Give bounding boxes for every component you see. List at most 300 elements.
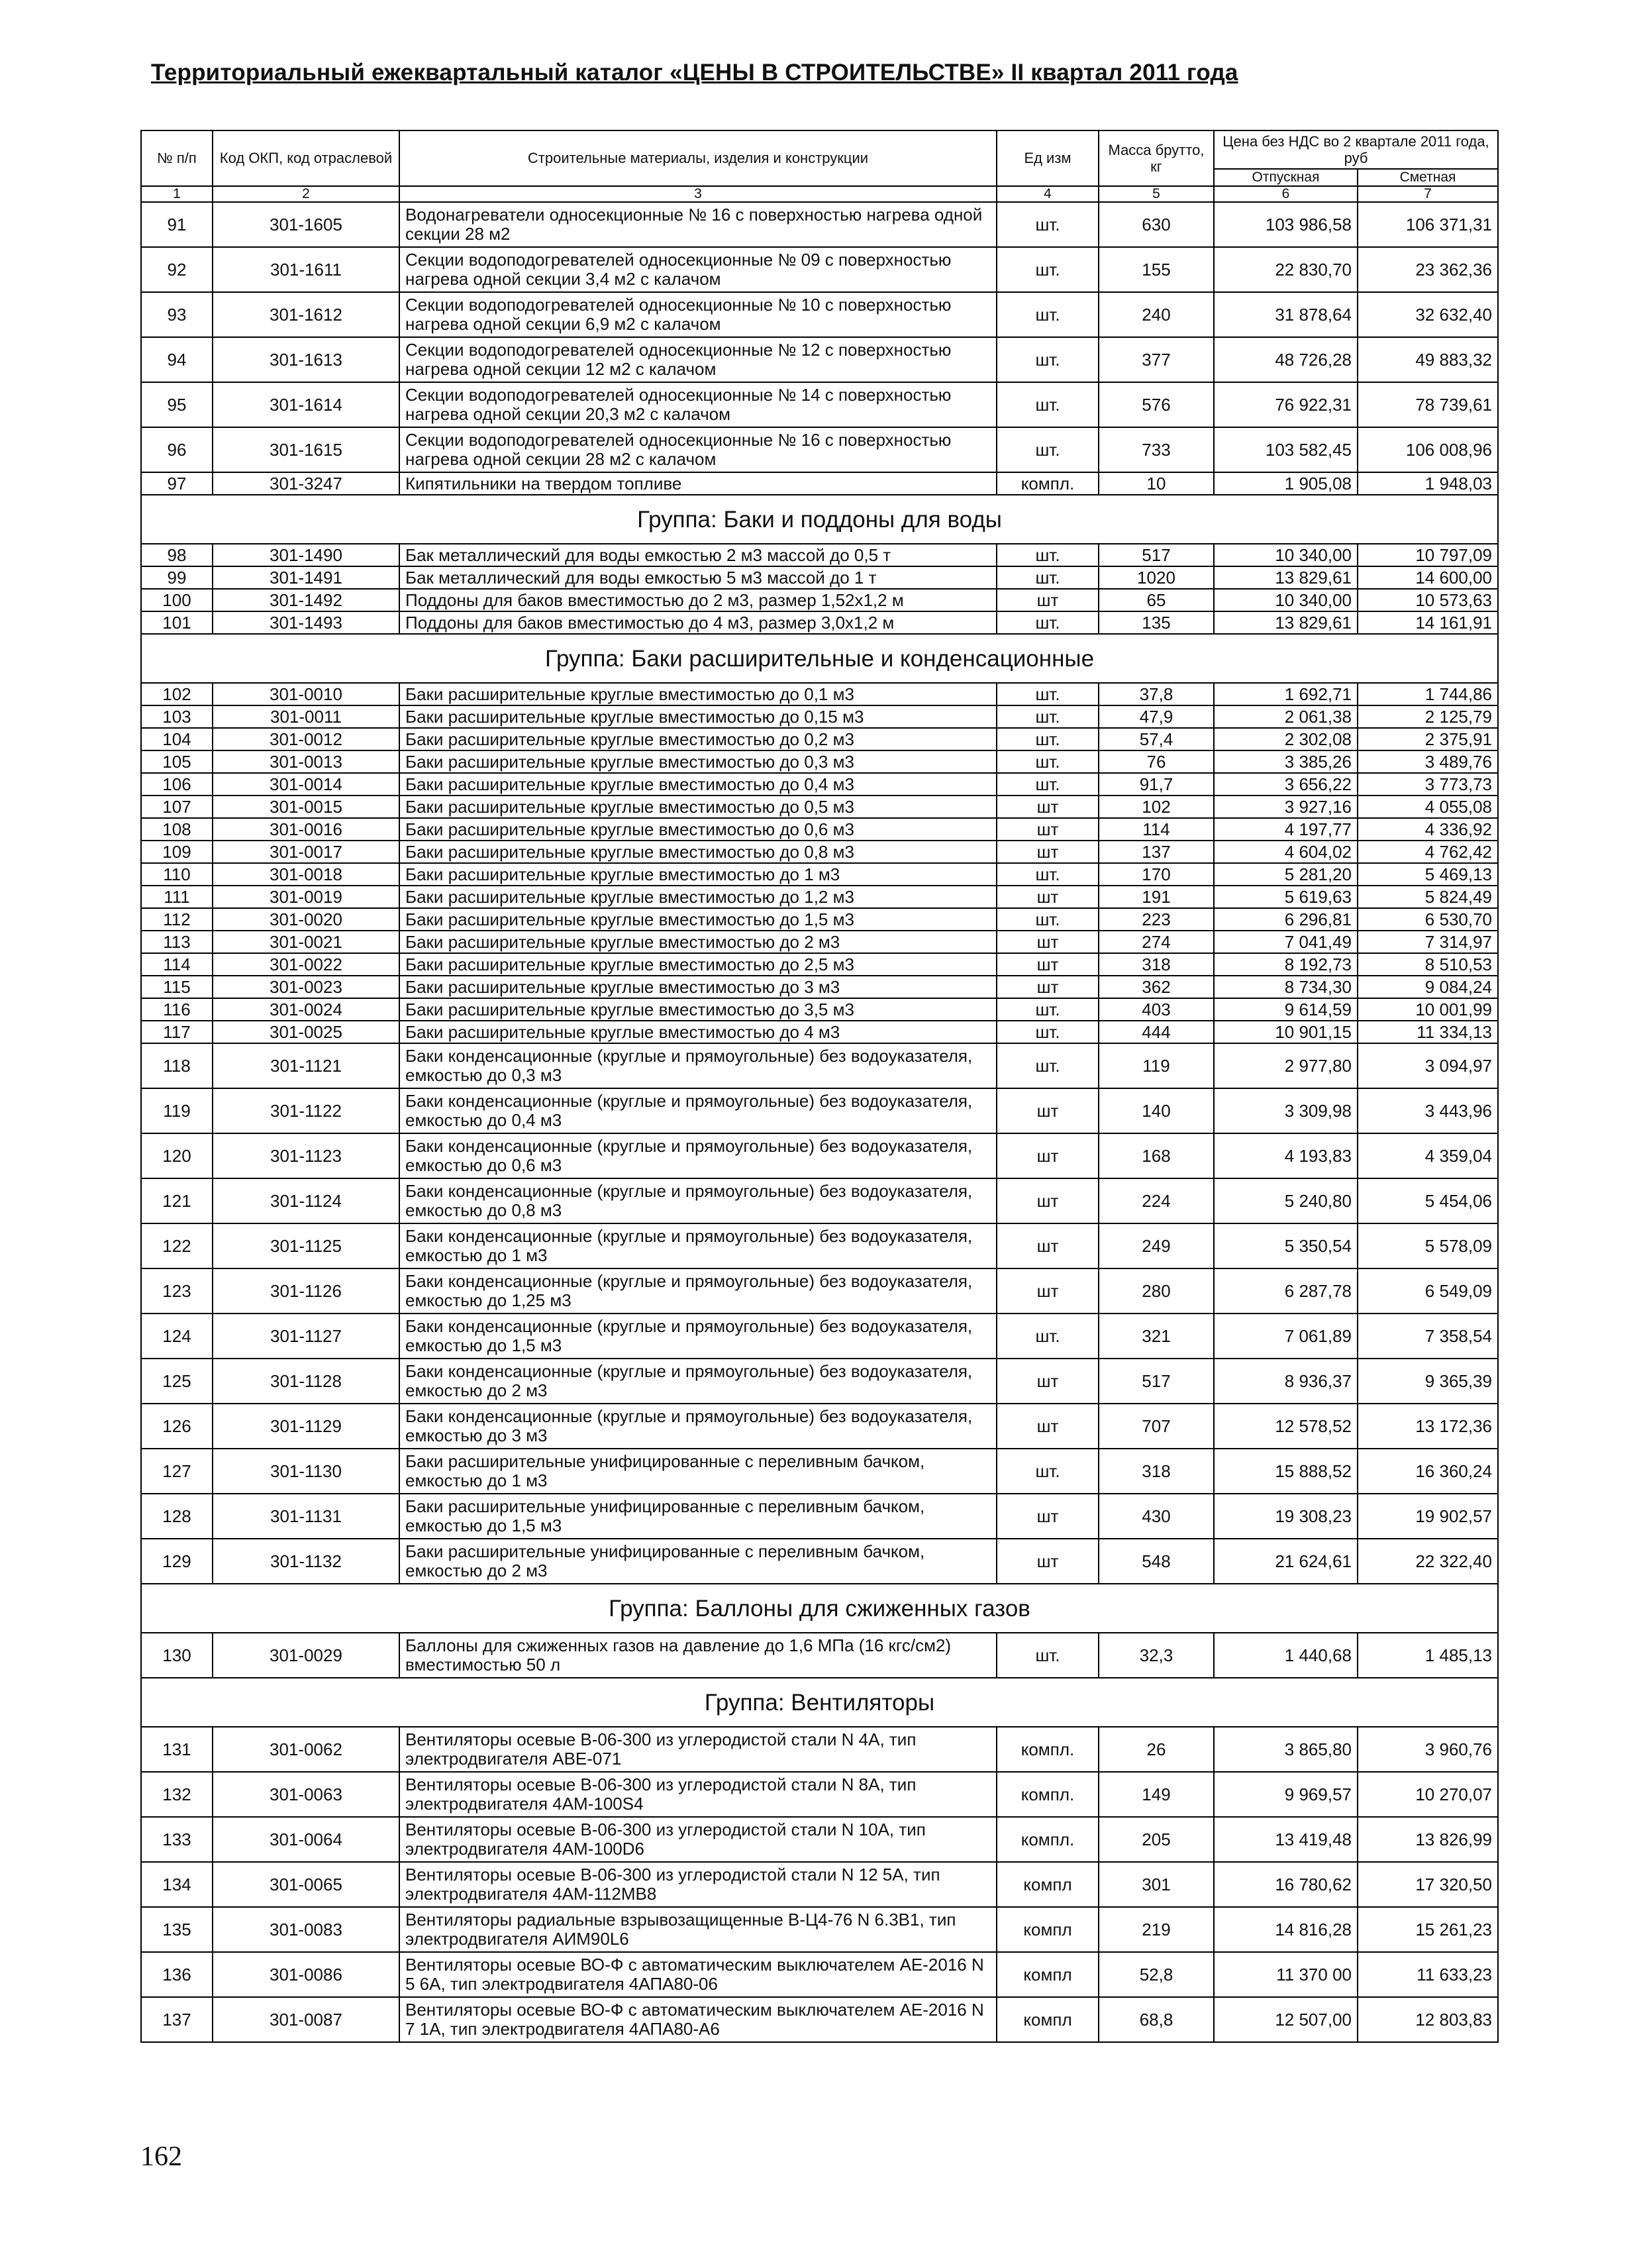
gross-mass: 102 (1099, 796, 1214, 818)
header-mass: Масса брутто, кг (1099, 130, 1214, 186)
price-release: 2 061,38 (1214, 705, 1358, 728)
column-number: 7 (1358, 186, 1498, 202)
row-number: 131 (141, 1727, 213, 1772)
okp-code: 301-1612 (213, 292, 399, 337)
unit-of-measure: шт. (997, 998, 1099, 1021)
item-name: Баки расширительные круглые вместимостью до 0,5 м3 (399, 796, 997, 818)
item-name: Баки расширительные круглые вместимостью до 2 м3 (399, 931, 997, 953)
item-name: Баллоны для сжиженных газов на давление до 1,6 МПа (16 кгс/см2) вместимостью 50 л (399, 1633, 997, 1678)
row-number: 101 (141, 611, 213, 634)
row-number: 112 (141, 908, 213, 931)
gross-mass: 1020 (1099, 566, 1214, 589)
row-number: 119 (141, 1088, 213, 1133)
price-release: 1 905,08 (1214, 472, 1358, 495)
price-estimate: 10 797,09 (1358, 544, 1498, 566)
price-estimate: 10 573,63 (1358, 589, 1498, 611)
okp-code: 301-1130 (213, 1449, 399, 1494)
price-estimate: 2 125,79 (1358, 705, 1498, 728)
price-release: 13 829,61 (1214, 566, 1358, 589)
row-number: 111 (141, 886, 213, 908)
row-number: 122 (141, 1223, 213, 1268)
group-header-row (141, 495, 1498, 544)
table-row (141, 1449, 1498, 1494)
item-name: Баки расширительные унифицированные с переливным бачком, емкостью до 2 м3 (399, 1539, 997, 1584)
okp-code: 301-1493 (213, 611, 399, 634)
table-row (141, 1133, 1498, 1178)
gross-mass: 548 (1099, 1539, 1214, 1584)
item-name: Баки конденсационные (круглые и прямоугольные) без водоуказателя, емкостью до 0,4 м3 (399, 1088, 997, 1133)
item-name: Баки расширительные круглые вместимостью до 1 м3 (399, 863, 997, 886)
price-release: 21 624,61 (1214, 1539, 1358, 1584)
row-number: 102 (141, 683, 213, 705)
price-release: 1 440,68 (1214, 1633, 1358, 1678)
item-name: Баки расширительные круглые вместимостью до 0,15 м3 (399, 705, 997, 728)
unit-of-measure: компл. (997, 1727, 1099, 1772)
gross-mass: 733 (1099, 427, 1214, 472)
okp-code: 301-1125 (213, 1223, 399, 1268)
item-name: Баки расширительные круглые вместимостью до 0,3 м3 (399, 750, 997, 773)
price-estimate: 1 744,86 (1358, 683, 1498, 705)
unit-of-measure: шт (997, 976, 1099, 998)
price-estimate: 32 632,40 (1358, 292, 1498, 337)
header-name: Строительные материалы, изделия и конструкции (399, 130, 997, 186)
unit-of-measure: компл. (997, 472, 1099, 495)
item-name: Баки расширительные круглые вместимостью до 0,8 м3 (399, 841, 997, 863)
gross-mass: 10 (1099, 472, 1214, 495)
item-name: Вентиляторы осевые ВО-Ф с автоматическим выключателем АЕ-2016 N 7 1А, тип электродвигателя 4АПА80-А6 (399, 1997, 997, 2042)
price-estimate: 23 362,36 (1358, 247, 1498, 292)
okp-code: 301-3247 (213, 472, 399, 495)
row-number: 120 (141, 1133, 213, 1178)
table-row (141, 1633, 1498, 1678)
unit-of-measure: шт. (997, 773, 1099, 796)
price-release: 3 927,16 (1214, 796, 1358, 818)
price-release: 9 969,57 (1214, 1772, 1358, 1817)
gross-mass: 318 (1099, 953, 1214, 976)
okp-code: 301-0014 (213, 773, 399, 796)
okp-code: 301-0024 (213, 998, 399, 1021)
gross-mass: 224 (1099, 1178, 1214, 1223)
price-release: 6 296,81 (1214, 908, 1358, 931)
header-price-group: Цена без НДС во 2 квартале 2011 года, руб (1214, 130, 1498, 169)
table-row (141, 1404, 1498, 1449)
price-release: 2 302,08 (1214, 728, 1358, 750)
row-number: 109 (141, 841, 213, 863)
price-release: 1 692,71 (1214, 683, 1358, 705)
table-row (141, 1021, 1498, 1043)
okp-code: 301-0023 (213, 976, 399, 998)
gross-mass: 170 (1099, 863, 1214, 886)
gross-mass: 155 (1099, 247, 1214, 292)
gross-mass: 280 (1099, 1268, 1214, 1314)
gross-mass: 137 (1099, 841, 1214, 863)
price-estimate: 19 902,57 (1358, 1494, 1498, 1539)
item-name: Поддоны для баков вместимостью до 2 м3, размер 1,52х1,2 м (399, 589, 997, 611)
table-row (141, 728, 1498, 750)
table-row (141, 931, 1498, 953)
table-row (141, 1088, 1498, 1133)
unit-of-measure: шт. (997, 1449, 1099, 1494)
gross-mass: 52,8 (1099, 1952, 1214, 1997)
price-catalog-table (140, 130, 1499, 2043)
item-name: Баки конденсационные (круглые и прямоугольные) без водоуказателя, емкостью до 2 м3 (399, 1359, 997, 1404)
unit-of-measure: компл (997, 1862, 1099, 1907)
row-number: 113 (141, 931, 213, 953)
okp-code: 301-0019 (213, 886, 399, 908)
unit-of-measure: шт. (997, 750, 1099, 773)
price-release: 10 340,00 (1214, 589, 1358, 611)
row-number: 134 (141, 1862, 213, 1907)
column-number: 2 (213, 186, 399, 202)
price-estimate: 9 365,39 (1358, 1359, 1498, 1404)
item-name: Вентиляторы осевые ВО-Ф с автоматическим выключателем АЕ-2016 N 5 6А, тип электродвигателя 4АПА80-06 (399, 1952, 997, 1997)
unit-of-measure: шт. (997, 1314, 1099, 1359)
okp-code: 301-0017 (213, 841, 399, 863)
gross-mass: 149 (1099, 1772, 1214, 1817)
table-row (141, 427, 1498, 472)
gross-mass: 191 (1099, 886, 1214, 908)
row-number: 136 (141, 1952, 213, 1997)
table-row (141, 1862, 1498, 1907)
gross-mass: 240 (1099, 292, 1214, 337)
okp-code: 301-0086 (213, 1952, 399, 1997)
gross-mass: 91,7 (1099, 773, 1214, 796)
gross-mass: 140 (1099, 1088, 1214, 1133)
row-number: 95 (141, 382, 213, 427)
item-name: Баки конденсационные (круглые и прямоугольные) без водоуказателя, емкостью до 3 м3 (399, 1404, 997, 1449)
header-code: Код ОКП, код отраслевой (213, 130, 399, 186)
okp-code: 301-0025 (213, 1021, 399, 1043)
item-name: Секции водоподогревателей односекционные № 16 с поверхностью нагрева одной секции 28 м2 с калачом (399, 427, 997, 472)
gross-mass: 223 (1099, 908, 1214, 931)
table-row (141, 1494, 1498, 1539)
table-row (141, 773, 1498, 796)
gross-mass: 57,4 (1099, 728, 1214, 750)
gross-mass: 65 (1099, 589, 1214, 611)
unit-of-measure: шт (997, 589, 1099, 611)
table-row (141, 1223, 1498, 1268)
table-row (141, 1817, 1498, 1862)
table-row (141, 472, 1498, 495)
unit-of-measure: шт (997, 818, 1099, 841)
price-release: 5 281,20 (1214, 863, 1358, 886)
row-number: 135 (141, 1907, 213, 1952)
okp-code: 301-0063 (213, 1772, 399, 1817)
okp-code: 301-1127 (213, 1314, 399, 1359)
unit-of-measure: шт (997, 841, 1099, 863)
table-row (141, 292, 1498, 337)
price-estimate: 106 371,31 (1358, 202, 1498, 247)
table-row (141, 382, 1498, 427)
gross-mass: 403 (1099, 998, 1214, 1021)
item-name: Баки расширительные круглые вместимостью до 0,6 м3 (399, 818, 997, 841)
price-estimate: 49 883,32 (1358, 337, 1498, 382)
gross-mass: 517 (1099, 544, 1214, 566)
item-name: Бак металлический для воды емкостью 2 м3 массой до 0,5 т (399, 544, 997, 566)
okp-code: 301-1490 (213, 544, 399, 566)
row-number: 121 (141, 1178, 213, 1223)
okp-code: 301-1615 (213, 427, 399, 472)
item-name: Баки расширительные унифицированные с переливным бачком, емкостью до 1,5 м3 (399, 1494, 997, 1539)
price-estimate: 13 826,99 (1358, 1817, 1498, 1862)
unit-of-measure: шт (997, 1268, 1099, 1314)
price-estimate: 3 489,76 (1358, 750, 1498, 773)
unit-of-measure: шт. (997, 728, 1099, 750)
unit-of-measure: компл. (997, 1817, 1099, 1862)
item-name: Баки расширительные круглые вместимостью до 4 м3 (399, 1021, 997, 1043)
unit-of-measure: шт. (997, 566, 1099, 589)
okp-code: 301-0013 (213, 750, 399, 773)
table-row (141, 566, 1498, 589)
item-name: Вентиляторы осевые В-06-300 из углеродистой стали N 10А, тип электродвигателя 4АМ-100D6 (399, 1817, 997, 1862)
row-number: 116 (141, 998, 213, 1021)
table-row (141, 976, 1498, 998)
unit-of-measure: компл (997, 1997, 1099, 2042)
gross-mass: 430 (1099, 1494, 1214, 1539)
group-title: Группа: Баки расширительные и конденсационные (141, 634, 1498, 683)
row-number: 124 (141, 1314, 213, 1359)
row-number: 137 (141, 1997, 213, 2042)
item-name: Баки расширительные круглые вместимостью до 3,5 м3 (399, 998, 997, 1021)
price-release: 5 619,63 (1214, 886, 1358, 908)
row-number: 107 (141, 796, 213, 818)
price-estimate: 16 360,24 (1358, 1449, 1498, 1494)
item-name: Баки расширительные круглые вместимостью до 2,5 м3 (399, 953, 997, 976)
price-release: 48 726,28 (1214, 337, 1358, 382)
gross-mass: 444 (1099, 1021, 1214, 1043)
column-number: 3 (399, 186, 997, 202)
gross-mass: 301 (1099, 1862, 1214, 1907)
item-name: Секции водоподогревателей односекционные № 09 с поверхностью нагрева одной секции 3,4 м2 с калачом (399, 247, 997, 292)
unit-of-measure: шт. (997, 427, 1099, 472)
okp-code: 301-0012 (213, 728, 399, 750)
column-number: 5 (1099, 186, 1214, 202)
item-name: Вентиляторы осевые В-06-300 из углеродистой стали N 12 5А, тип электродвигателя 4АМ-112МВ8 (399, 1862, 997, 1907)
okp-code: 301-0021 (213, 931, 399, 953)
okp-code: 301-1121 (213, 1043, 399, 1088)
unit-of-measure: шт (997, 1494, 1099, 1539)
price-release: 31 878,64 (1214, 292, 1358, 337)
unit-of-measure: шт. (997, 908, 1099, 931)
okp-code: 301-1614 (213, 382, 399, 427)
okp-code: 301-0087 (213, 1997, 399, 2042)
okp-code: 301-0010 (213, 683, 399, 705)
okp-code: 301-1131 (213, 1494, 399, 1539)
price-release: 6 287,78 (1214, 1268, 1358, 1314)
price-estimate: 14 161,91 (1358, 611, 1498, 634)
header-price-estimate: Сметная (1358, 169, 1498, 186)
table-row (141, 544, 1498, 566)
gross-mass: 630 (1099, 202, 1214, 247)
table-row (141, 1727, 1498, 1772)
gross-mass: 318 (1099, 1449, 1214, 1494)
row-number: 126 (141, 1404, 213, 1449)
price-estimate: 11 633,23 (1358, 1952, 1498, 1997)
okp-code: 301-1129 (213, 1404, 399, 1449)
table-row (141, 841, 1498, 863)
gross-mass: 249 (1099, 1223, 1214, 1268)
okp-code: 301-1613 (213, 337, 399, 382)
price-estimate: 7 358,54 (1358, 1314, 1498, 1359)
okp-code: 301-0062 (213, 1727, 399, 1772)
table-row (141, 1907, 1498, 1952)
group-title: Группа: Баки и поддоны для воды (141, 495, 1498, 544)
unit-of-measure: шт (997, 1178, 1099, 1223)
okp-code: 301-0064 (213, 1817, 399, 1862)
price-estimate: 6 549,09 (1358, 1268, 1498, 1314)
item-name: Секции водоподогревателей односекционные № 14 с поверхностью нагрева одной секции 20,3 м2 с калачом (399, 382, 997, 427)
table-row (141, 337, 1498, 382)
gross-mass: 68,8 (1099, 1997, 1214, 2042)
page-number: 162 (140, 2141, 182, 2172)
okp-code: 301-0029 (213, 1633, 399, 1678)
gross-mass: 32,3 (1099, 1633, 1214, 1678)
price-estimate: 4 336,92 (1358, 818, 1498, 841)
unit-of-measure: шт (997, 1359, 1099, 1404)
unit-of-measure: шт (997, 1133, 1099, 1178)
item-name: Баки расширительные круглые вместимостью до 0,2 м3 (399, 728, 997, 750)
item-name: Баки расширительные круглые вместимостью до 0,4 м3 (399, 773, 997, 796)
column-number: 1 (141, 186, 213, 202)
price-estimate: 78 739,61 (1358, 382, 1498, 427)
row-number: 96 (141, 427, 213, 472)
table-row (141, 1178, 1498, 1223)
price-estimate: 1 948,03 (1358, 472, 1498, 495)
price-estimate: 17 320,50 (1358, 1862, 1498, 1907)
price-release: 2 977,80 (1214, 1043, 1358, 1088)
okp-code: 301-1611 (213, 247, 399, 292)
price-release: 15 888,52 (1214, 1449, 1358, 1494)
price-estimate: 5 578,09 (1358, 1223, 1498, 1268)
price-release: 7 041,49 (1214, 931, 1358, 953)
row-number: 132 (141, 1772, 213, 1817)
okp-code: 301-0083 (213, 1907, 399, 1952)
row-number: 100 (141, 589, 213, 611)
price-estimate: 4 055,08 (1358, 796, 1498, 818)
price-release: 13 829,61 (1214, 611, 1358, 634)
item-name: Баки конденсационные (круглые и прямоугольные) без водоуказателя, емкостью до 1,5 м3 (399, 1314, 997, 1359)
gross-mass: 219 (1099, 1907, 1214, 1952)
price-release: 12 578,52 (1214, 1404, 1358, 1449)
price-release: 103 582,45 (1214, 427, 1358, 472)
unit-of-measure: шт (997, 1539, 1099, 1584)
okp-code: 301-1492 (213, 589, 399, 611)
price-estimate: 11 334,13 (1358, 1021, 1498, 1043)
price-release: 11 370 00 (1214, 1952, 1358, 1997)
row-number: 114 (141, 953, 213, 976)
unit-of-measure: шт. (997, 1043, 1099, 1088)
price-release: 3 309,98 (1214, 1088, 1358, 1133)
group-header-row (141, 1584, 1498, 1633)
unit-of-measure: шт. (997, 247, 1099, 292)
price-estimate: 13 172,36 (1358, 1404, 1498, 1449)
price-estimate: 5 824,49 (1358, 886, 1498, 908)
item-name: Секции водоподогревателей односекционные № 10 с поверхностью нагрева одной секции 6,9 м2 с калачом (399, 292, 997, 337)
table-row (141, 1952, 1498, 1997)
table-row (141, 202, 1498, 247)
price-release: 5 240,80 (1214, 1178, 1358, 1223)
okp-code: 301-1123 (213, 1133, 399, 1178)
row-number: 133 (141, 1817, 213, 1862)
price-estimate: 6 530,70 (1358, 908, 1498, 931)
row-number: 105 (141, 750, 213, 773)
table-row (141, 750, 1498, 773)
row-number: 99 (141, 566, 213, 589)
item-name: Баки конденсационные (круглые и прямоугольные) без водоуказателя, емкостью до 0,6 м3 (399, 1133, 997, 1178)
price-estimate: 3 773,73 (1358, 773, 1498, 796)
table-row (141, 1997, 1498, 2042)
row-number: 127 (141, 1449, 213, 1494)
unit-of-measure: шт. (997, 337, 1099, 382)
row-number: 108 (141, 818, 213, 841)
gross-mass: 274 (1099, 931, 1214, 953)
row-number: 123 (141, 1268, 213, 1314)
price-estimate: 3 960,76 (1358, 1727, 1498, 1772)
table-row (141, 998, 1498, 1021)
row-number: 103 (141, 705, 213, 728)
item-name: Кипятильники на твердом топливе (399, 472, 997, 495)
table-row (141, 1268, 1498, 1314)
unit-of-measure: шт. (997, 544, 1099, 566)
price-release: 8 936,37 (1214, 1359, 1358, 1404)
unit-of-measure: компл (997, 1952, 1099, 1997)
price-release: 7 061,89 (1214, 1314, 1358, 1359)
unit-of-measure: шт. (997, 292, 1099, 337)
row-number: 130 (141, 1633, 213, 1678)
item-name: Баки конденсационные (круглые и прямоугольные) без водоуказателя, емкостью до 1,25 м3 (399, 1268, 997, 1314)
unit-of-measure: шт. (997, 1633, 1099, 1678)
unit-of-measure: шт. (997, 863, 1099, 886)
price-estimate: 3 094,97 (1358, 1043, 1498, 1088)
item-name: Баки расширительные круглые вместимостью до 0,1 м3 (399, 683, 997, 705)
table-body (141, 202, 1498, 2042)
okp-code: 301-0020 (213, 908, 399, 931)
gross-mass: 114 (1099, 818, 1214, 841)
unit-of-measure: шт (997, 1223, 1099, 1268)
price-release: 10 340,00 (1214, 544, 1358, 566)
item-name: Баки конденсационные (круглые и прямоугольные) без водоуказателя, емкостью до 1 м3 (399, 1223, 997, 1268)
item-name: Вентиляторы осевые В-06-300 из углеродистой стали N 4А, тип электродвигателя АВЕ-071 (399, 1727, 997, 1772)
item-name: Баки конденсационные (круглые и прямоугольные) без водоуказателя, емкостью до 0,8 м3 (399, 1178, 997, 1223)
gross-mass: 47,9 (1099, 705, 1214, 728)
row-number: 98 (141, 544, 213, 566)
price-release: 103 986,58 (1214, 202, 1358, 247)
unit-of-measure: шт. (997, 382, 1099, 427)
row-number: 129 (141, 1539, 213, 1584)
gross-mass: 517 (1099, 1359, 1214, 1404)
row-number: 128 (141, 1494, 213, 1539)
price-estimate: 14 600,00 (1358, 566, 1498, 589)
table-row (141, 908, 1498, 931)
okp-code: 301-0015 (213, 796, 399, 818)
price-release: 3 656,22 (1214, 773, 1358, 796)
header-unit: Ед изм (997, 130, 1099, 186)
okp-code: 301-0022 (213, 953, 399, 976)
unit-of-measure: шт (997, 1088, 1099, 1133)
price-estimate: 22 322,40 (1358, 1539, 1498, 1584)
item-name: Баки расширительные круглые вместимостью до 1,2 м3 (399, 886, 997, 908)
price-estimate: 12 803,83 (1358, 1997, 1498, 2042)
unit-of-measure: компл. (997, 1772, 1099, 1817)
row-number: 106 (141, 773, 213, 796)
item-name: Секции водоподогревателей односекционные № 12 с поверхностью нагрева одной секции 12 м2 с калачом (399, 337, 997, 382)
item-name: Водонагреватели односекционные № 16 с поверхностью нагрева одной секции 28 м2 (399, 202, 997, 247)
gross-mass: 119 (1099, 1043, 1214, 1088)
group-header-row (141, 634, 1498, 683)
unit-of-measure: шт. (997, 611, 1099, 634)
price-release: 22 830,70 (1214, 247, 1358, 292)
unit-of-measure: шт (997, 886, 1099, 908)
